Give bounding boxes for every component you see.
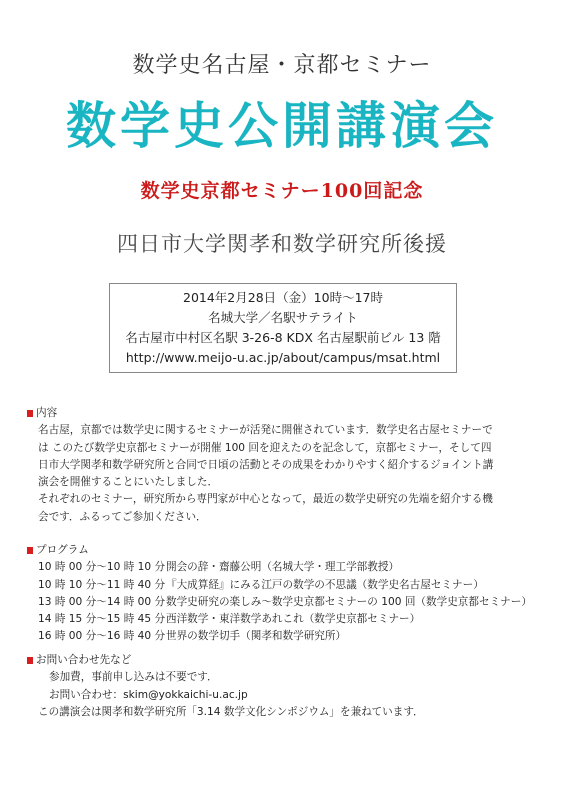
content-title: 内容 [27, 405, 542, 422]
content-line: 日市大学関孝和数学研究所と合同で日頃の活動とその成果をわかりやすく紹介するジョイント講 [38, 458, 494, 471]
program-item [27, 628, 542, 645]
program-desc: 数学史研究の楽しみ〜数学史京都セミナーの 100 回（数学史京都セミナー） [166, 595, 532, 608]
content-line: 会です．ふるってご参加ください． [38, 510, 207, 523]
support-line: 四日市大学関孝和数学研究所後援 [117, 232, 447, 256]
seminar-subtitle: 数学史名古屋・京都セミナー [132, 53, 432, 78]
program-item [27, 611, 542, 628]
event-url[interactable]: http://www.meijo-u.ac.jp/about/campus/msat.html [125, 350, 441, 365]
content-line: は このたび数学史京都セミナーが開催 100 回を迎えたのを記念して，京都セミナー，そして四 [38, 441, 492, 454]
event-info-box [109, 283, 457, 373]
content-line: 名古屋，京都では数学史に関するセミナーが活発に開催されています．数学史名古屋セミナーで [38, 424, 493, 437]
symposium-note: この講演会は関孝和数学研究所「3.14 数学文化シンポジウム」を兼ねています． [38, 705, 424, 718]
program-time: 13 時 00 分〜14 時 00 分 [38, 595, 166, 608]
content-paragraph [27, 422, 542, 526]
content-line: 演会を開催することにいたしました． [38, 476, 219, 489]
program-item [27, 559, 542, 576]
program-time: 16 時 00 分〜16 時 40 分 [38, 630, 166, 643]
program-item [27, 577, 542, 594]
content-section [27, 405, 542, 526]
content-line: それぞれのセミナー，研究所から専門家が中心となって，最近の数学史研究の先端を紹介する機 [38, 493, 493, 506]
program-desc: 世界の数学切手（関孝和数学研究所） [166, 630, 347, 643]
commemoration-heading: 数学史京都セミナー100回記念 [140, 180, 424, 202]
fee-note: 参加費，事前申し込みは不要です． [49, 671, 218, 684]
contact-title: お問い合わせ先など [27, 652, 542, 669]
program-desc: 西洋数学・東洋数学あれこれ（数学史京都セミナー） [166, 613, 421, 626]
program-desc: 開会の辞・齋藤公明（名城大学・理工学部教授） [166, 561, 400, 574]
event-address: 名古屋市中村区名駅 3-26-8 KDX 名古屋駅前ビル 13 階 [125, 330, 441, 345]
program-time: 10 時 10 分〜11 時 40 分 [38, 578, 166, 591]
main-title: 数学史公開講演会 [66, 96, 498, 155]
program-item [27, 594, 542, 611]
program-desc: 『大成算経』にみる江戸の数学の不思議（数学史名古屋セミナー） [166, 578, 484, 591]
program-time: 14 時 15 分〜15 時 45 分 [38, 613, 166, 626]
program-section [27, 542, 542, 646]
contact-section [27, 652, 542, 721]
event-date: 2014年2月28日（金）10時〜17時 [183, 290, 383, 305]
contact-email[interactable]: お問い合わせ：skim@yokkaichi-u.ac.jp [49, 688, 248, 701]
program-title: プログラム [27, 542, 542, 559]
program-time: 10 時 00 分〜10 時 10 分 [38, 561, 166, 574]
event-venue: 名城大学／名駅サテライト [208, 310, 358, 325]
